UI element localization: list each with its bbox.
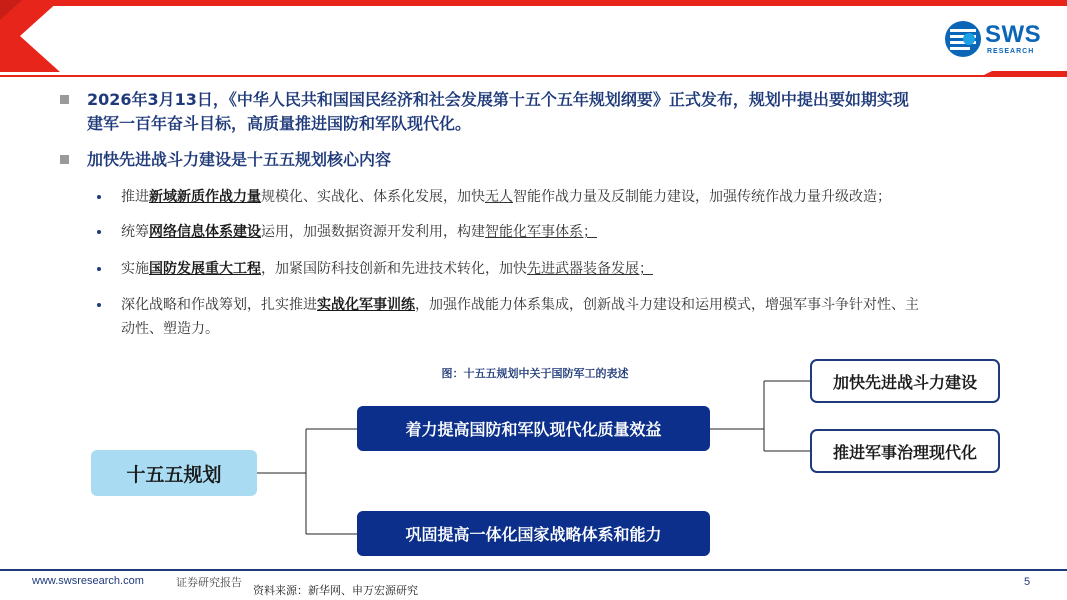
highlight-combat-training: 实战化军事训练 — [317, 297, 415, 313]
text-span: 推进 — [121, 189, 149, 205]
text-span: 深化战略和作战筹划，扎实推进 — [121, 297, 317, 313]
diagram-branch-modernization: 着力提高国防和军队现代化质量效益 — [357, 406, 710, 451]
bullet-main-1-line1: 2026年3月13日，《中华人民共和国国民经济和社会发展第十五个五年规划纲要》正式发布，规划中提出要如期实现 — [87, 90, 909, 109]
highlight-network-info-system: 网络信息体系建设 — [149, 224, 261, 240]
sub-bullet-4-text-line2: 动性、塑造力。 — [121, 321, 219, 337]
page-number: 5 — [1024, 576, 1031, 588]
diagram-root-node: 十五五规划 — [91, 450, 257, 496]
text-span: 智能作战力量及反制能力建设，加强传统作战力量升级改造； — [513, 189, 891, 205]
text-span: 规模化、实战化、体系化发展，加快 — [261, 189, 485, 205]
footer-report-type: 证券研究报告 — [176, 576, 242, 589]
text-span: 运用，加强数据资源开发利用，构建 — [261, 224, 485, 240]
logo-text: SWS — [985, 21, 1042, 48]
highlight-defense-projects: 国防发展重大工程 — [149, 261, 261, 277]
bullet-main-2-text: 加快先进战斗力建设是十五五规划核心内容 — [87, 150, 392, 169]
underline-advanced-weapons: 先进武器装备发展； — [527, 261, 653, 277]
highlight-new-domain-forces: 新域新质作战力量 — [149, 189, 261, 205]
figure-title: 图：十五五规划中关于国防军工的表述 — [441, 367, 629, 380]
text-span: 统筹 — [121, 224, 149, 240]
text-span: ，加紧国防科技创新和先进技术转化，加快 — [261, 261, 527, 277]
footer-divider — [0, 569, 1067, 571]
logo-subtext: RESEARCH — [987, 48, 1035, 55]
text-span: ，加强作战能力体系集成，创新战斗力建设和运用模式，增强军事斗争针对性、主 — [415, 297, 919, 313]
footer-source: 资料来源：新华网、申万宏源研究 — [253, 584, 418, 597]
bullet-main-1-line2: 建军一百年奋斗目标，高质量推进国防和军队现代化。 — [87, 114, 472, 133]
diagram-leaf-military-governance: 推进军事治理现代化 — [810, 429, 1000, 473]
text-span: 实施 — [121, 261, 149, 277]
underline-intelligent-military: 智能化军事体系； — [485, 224, 597, 240]
underline-unmanned: 无人 — [485, 189, 513, 205]
diagram-branch-national-strategy: 巩固提高一体化国家战略体系和能力 — [357, 511, 710, 556]
diagram-leaf-combat-power: 加快先进战斗力建设 — [810, 359, 1000, 403]
footer-url-link[interactable]: www.swsresearch.com — [32, 575, 144, 587]
